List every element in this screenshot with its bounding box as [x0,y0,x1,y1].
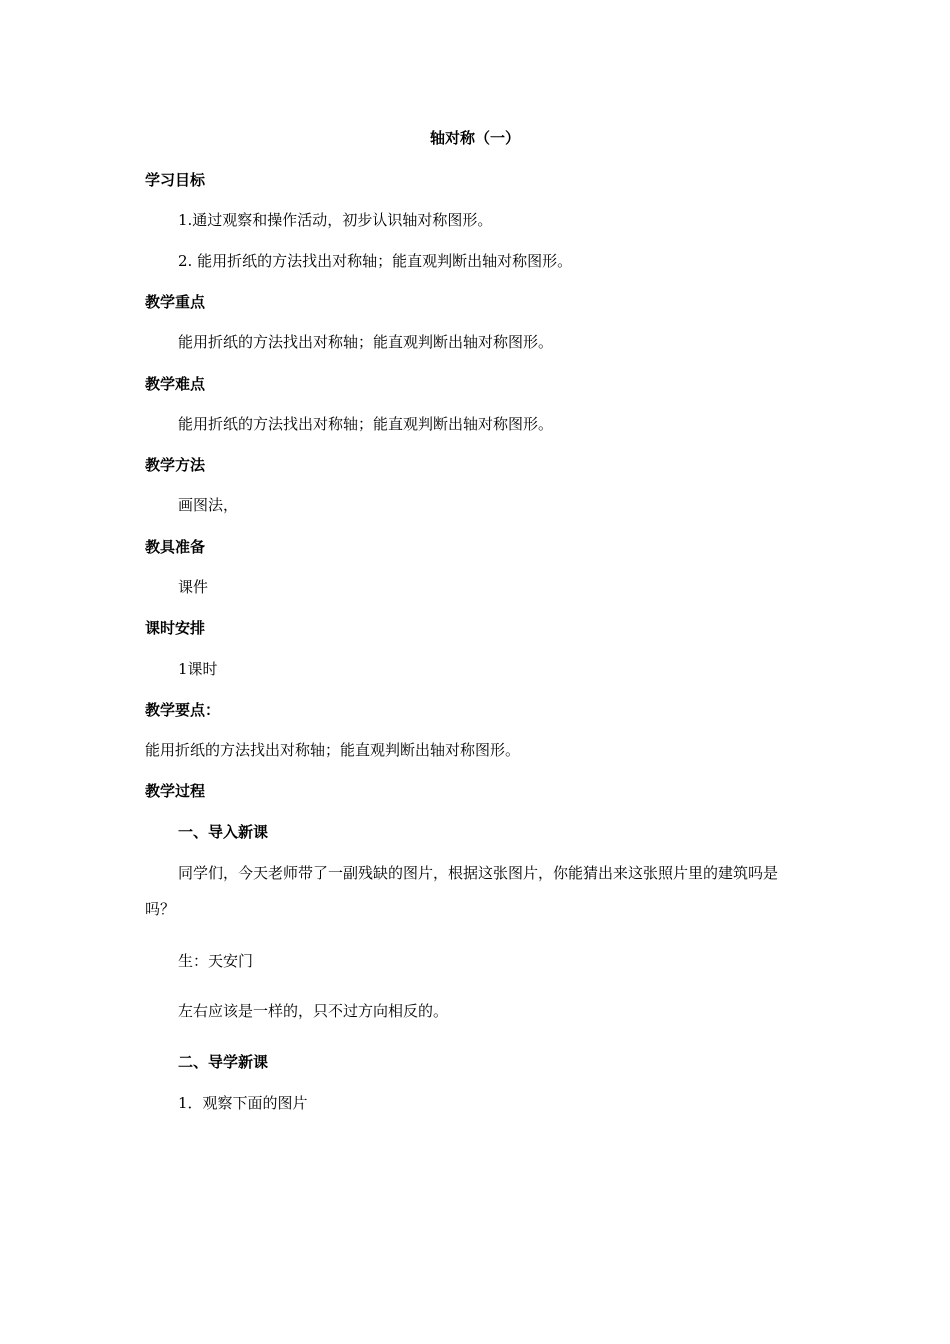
key-points-text: 能用折纸的方法找出对称轴；能直观判断出轴对称图形。 [178,333,554,351]
heading-key-points: 教学重点 [145,293,206,311]
process-part2-heading: 二、导学新课 [178,1053,269,1071]
heading-materials: 教具准备 [145,538,206,556]
heading-objectives: 学习目标 [145,171,206,189]
heading-methods: 教学方法 [145,456,206,474]
methods-text: 画图法， [178,496,239,514]
process-part1-paragraph-2: 生：天安门 [178,952,254,970]
objective-item-2: 2. 能用折纸的方法找出对称轴；能直观判断出轴对称图形。 [178,252,573,270]
document-title: 轴对称（一） [429,129,520,147]
heading-process: 教学过程 [145,782,206,800]
process-part1-heading: 一、导入新课 [178,823,269,841]
process-part1-paragraph-1: 同学们，今天老师带了一副残缺的图片，根据这张图片，你能猜出来这张照片里的建筑吗是吗？ [145,864,779,918]
process-part1-paragraph-3: 左右应该是一样的，只不过方向相反的。 [178,1002,449,1020]
objective-item-1: 1.通过观察和操作活动，初步认识轴对称图形。 [178,211,493,229]
materials-text: 课件 [178,578,209,596]
heading-essentials: 教学要点： [145,701,221,719]
essentials-text: 能用折纸的方法找出对称轴；能直观判断出轴对称图形。 [145,741,521,759]
process-part2-item-1: 1．观察下面的图片 [178,1094,308,1112]
difficulties-text: 能用折纸的方法找出对称轴；能直观判断出轴对称图形。 [178,415,554,433]
schedule-text: 1课时 [178,660,218,678]
heading-difficulties: 教学难点 [145,375,206,393]
heading-schedule: 课时安排 [145,619,206,637]
